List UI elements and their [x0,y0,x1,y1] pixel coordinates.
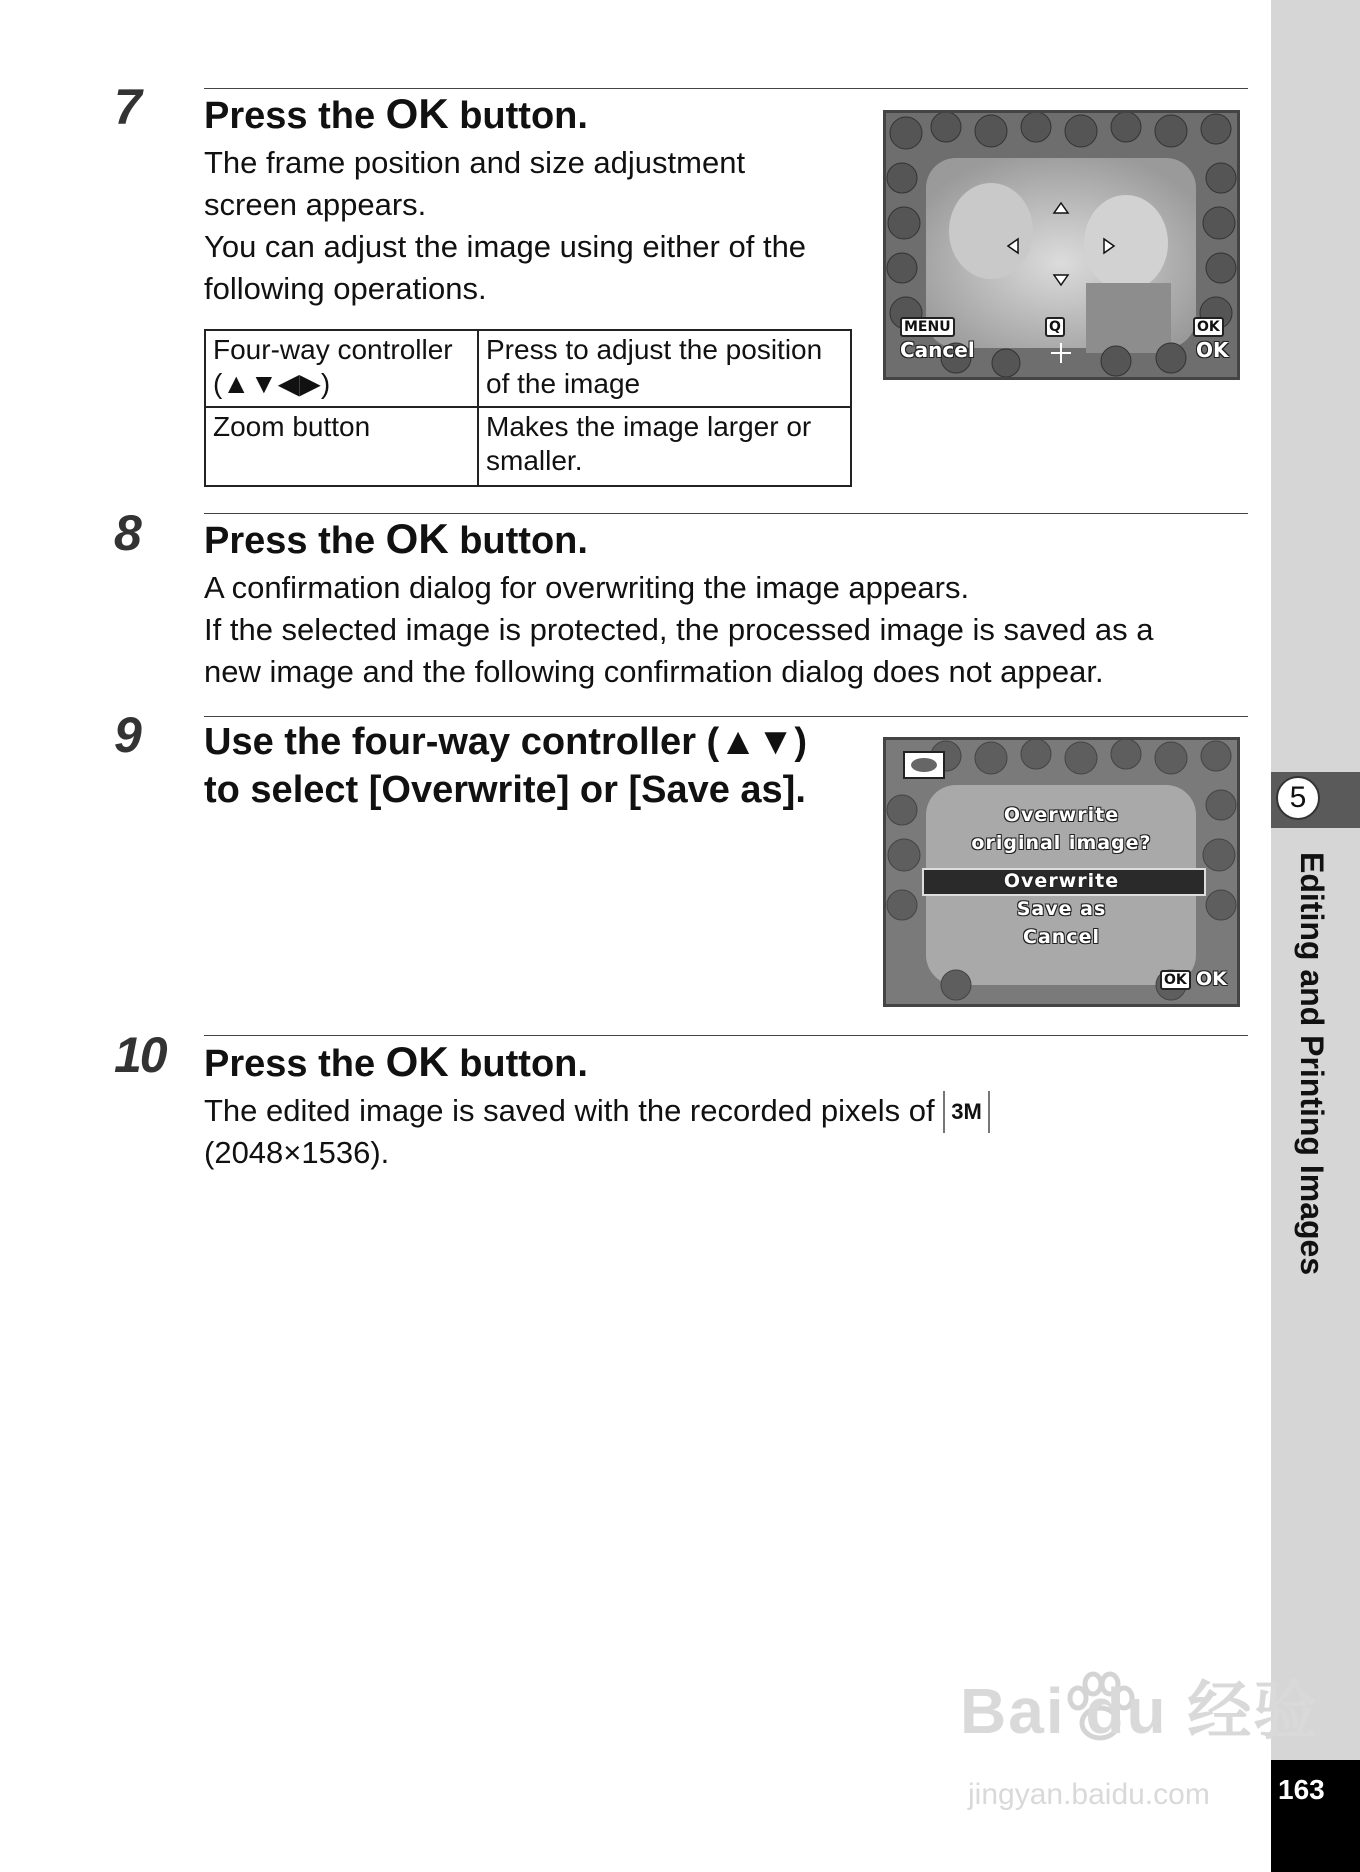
heading-text: Press the [204,95,386,137]
step-8-rule [204,513,1248,514]
menu-key-icon: MENU [900,317,955,337]
cell-text: Zoom button [213,411,371,442]
step-10-rule [204,1035,1248,1036]
recorded-pixels-icon: 3M [943,1091,990,1133]
step-9-heading-line-2: to select [Overwrite] or [Save as]. [204,769,806,811]
chapter-title: Editing and Printing Images [1294,852,1330,1276]
step-7-line-3: You can adjust the image using either of the [204,229,807,264]
step-8-heading [204,515,588,565]
table-cell [478,407,851,486]
table-row [205,407,851,486]
ok-button-glyph: OK [385,90,449,137]
chapter-number: 5 [1276,776,1320,820]
ok-label: OK [1196,968,1227,990]
dialog-question-line-1: Overwrite [1003,804,1120,826]
frame-adjust-screen [883,110,1240,380]
page-number: 163 [1278,1774,1325,1805]
step-8-line-1: A confirmation dialog for overwriting the image appears. [204,570,970,605]
step-10-heading [204,1038,588,1088]
step-7-line-1: The frame position and size adjustment [204,145,746,180]
step-7-line-4: following operations. [204,271,487,306]
heading-text: Press the [204,1043,386,1085]
step-7-rule [204,88,1248,89]
step-8-line-3: new image and the following confirmation dialog does not appear. [204,654,1104,689]
overwrite-dialog-screen [883,737,1240,1007]
ok-label: OK [1196,338,1229,362]
step-8-line-2: If the selected image is protected, the processed image is saved as a [204,612,1154,647]
step-7-line-2: screen appears. [204,187,427,222]
operations-table [204,329,852,487]
zoom-key-icon: Q [1045,317,1065,337]
heading-text: Press the [204,520,386,562]
option-save-as[interactable]: Save as [1016,898,1107,920]
step-9-number: 9 [114,707,140,763]
step-9-rule [204,716,1248,717]
step-9-heading-line-1: Use the four-way controller (▲▼) [204,721,808,763]
heading-text: button. [448,1043,588,1085]
ok-button-glyph: OK [385,1038,449,1085]
cancel-label: Cancel [900,338,975,362]
cell-text: Press to adjust the position [486,334,823,365]
option-overwrite[interactable]: Overwrite [1003,870,1120,892]
watermark-url: jingyan.baidu.com [968,1778,1210,1811]
cell-text: of the image [486,368,641,399]
table-cell [478,330,851,407]
ok-key-icon: OK [1160,970,1191,990]
watermark-text: Bai du 经验 [960,1675,1320,1747]
step-8-number: 8 [114,505,140,561]
line-text: The edited image is saved with the recorded pixels of [204,1093,935,1128]
cell-text: Four-way controller [213,334,453,365]
step-10-number: 10 [114,1027,166,1083]
step-10-line-2: (2048×1536). [204,1135,390,1170]
heading-text: button. [448,520,588,562]
step-7-number: 7 [114,79,140,135]
option-cancel[interactable]: Cancel [1023,926,1100,948]
ok-key-icon: OK [1193,317,1224,337]
table-row [205,330,851,407]
table-cell [205,407,478,486]
ok-button-glyph: OK [385,515,449,562]
step-7-heading [204,90,588,140]
table-cell [205,330,478,407]
heading-text: button. [448,95,588,137]
cell-text: (▲▼◀▶) [213,368,331,399]
cell-text: Makes the image larger or [486,411,812,442]
cell-text: smaller. [486,445,583,476]
dialog-question-line-2: original image? [971,832,1152,854]
step-10-line-1 [204,1090,990,1133]
